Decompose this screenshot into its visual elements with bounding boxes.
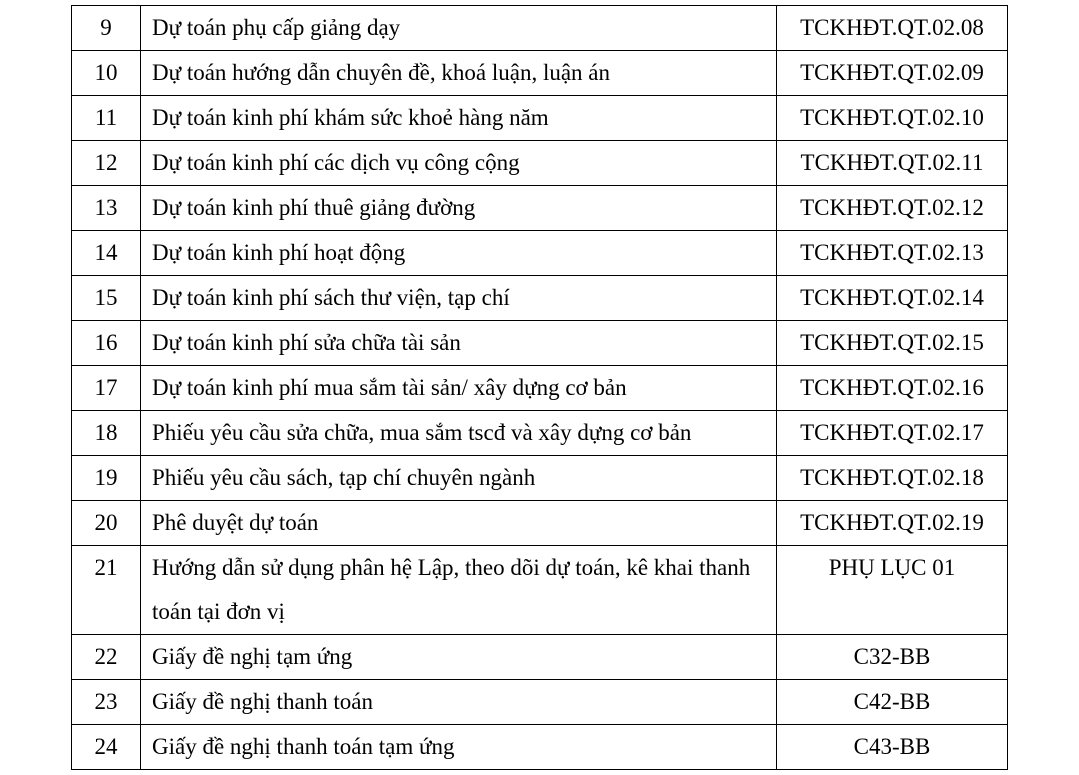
row-name: Dự toán kinh phí khám sức khoẻ hàng năm (141, 96, 777, 141)
row-number: 17 (72, 366, 141, 411)
table-row (72, 411, 1008, 456)
row-name: Dự toán kinh phí mua sắm tài sản/ xây dựng cơ bản (141, 366, 777, 411)
row-name: Giấy đề nghị tạm ứng (141, 635, 777, 680)
table-row (72, 456, 1008, 501)
row-name: Dự toán phụ cấp giảng dạy (141, 6, 777, 51)
row-code: TCKHĐT.QT.02.15 (777, 321, 1008, 366)
table-row (72, 501, 1008, 546)
document-table (71, 5, 1008, 770)
row-name: Dự toán kinh phí sửa chữa tài sản (141, 321, 777, 366)
table-row (72, 51, 1008, 96)
table-row (72, 635, 1008, 680)
table-row (72, 680, 1008, 725)
row-name: Giấy đề nghị thanh toán tạm ứng (141, 725, 777, 770)
row-name: Dự toán kinh phí hoạt động (141, 231, 777, 276)
row-number: 12 (72, 141, 141, 186)
row-code: TCKHĐT.QT.02.14 (777, 276, 1008, 321)
row-name: Phiếu yêu cầu sửa chữa, mua sắm tscđ và xây dựng cơ bản (141, 411, 777, 456)
table-row (72, 276, 1008, 321)
row-name: Dự toán kinh phí các dịch vụ công cộng (141, 141, 777, 186)
table-row (72, 6, 1008, 51)
row-number: 21 (72, 546, 141, 635)
row-name: Phiếu yêu cầu sách, tạp chí chuyên ngành (141, 456, 777, 501)
row-name: Hướng dẫn sử dụng phân hệ Lập, theo dõi dự toán, kê khai thanh toán tại đơn vị (141, 546, 777, 635)
row-code: TCKHĐT.QT.02.13 (777, 231, 1008, 276)
row-code: TCKHĐT.QT.02.12 (777, 186, 1008, 231)
table-row (72, 186, 1008, 231)
row-code: C43-BB (777, 725, 1008, 770)
row-number: 22 (72, 635, 141, 680)
row-code: TCKHĐT.QT.02.09 (777, 51, 1008, 96)
row-code: TCKHĐT.QT.02.08 (777, 6, 1008, 51)
row-code: C42-BB (777, 680, 1008, 725)
row-number: 20 (72, 501, 141, 546)
row-name: Dự toán hướng dẫn chuyên đề, khoá luận, luận án (141, 51, 777, 96)
row-code: TCKHĐT.QT.02.11 (777, 141, 1008, 186)
row-number: 11 (72, 96, 141, 141)
row-number: 9 (72, 6, 141, 51)
row-name: Giấy đề nghị thanh toán (141, 680, 777, 725)
row-number: 13 (72, 186, 141, 231)
row-number: 16 (72, 321, 141, 366)
row-number: 15 (72, 276, 141, 321)
row-number: 23 (72, 680, 141, 725)
row-number: 24 (72, 725, 141, 770)
table-row (72, 725, 1008, 770)
row-code: TCKHĐT.QT.02.16 (777, 366, 1008, 411)
row-number: 14 (72, 231, 141, 276)
row-number: 19 (72, 456, 141, 501)
row-code: PHỤ LỤC 01 (777, 546, 1008, 635)
table-row (72, 96, 1008, 141)
row-code: C32-BB (777, 635, 1008, 680)
table-row (72, 546, 1008, 635)
row-code: TCKHĐT.QT.02.17 (777, 411, 1008, 456)
row-name: Phê duyệt dự toán (141, 501, 777, 546)
table-row (72, 231, 1008, 276)
table-row (72, 321, 1008, 366)
row-code: TCKHĐT.QT.02.19 (777, 501, 1008, 546)
table-row (72, 141, 1008, 186)
row-name: Dự toán kinh phí thuê giảng đường (141, 186, 777, 231)
row-code: TCKHĐT.QT.02.10 (777, 96, 1008, 141)
row-code: TCKHĐT.QT.02.18 (777, 456, 1008, 501)
row-number: 18 (72, 411, 141, 456)
row-number: 10 (72, 51, 141, 96)
table-row (72, 366, 1008, 411)
row-name: Dự toán kinh phí sách thư viện, tạp chí (141, 276, 777, 321)
